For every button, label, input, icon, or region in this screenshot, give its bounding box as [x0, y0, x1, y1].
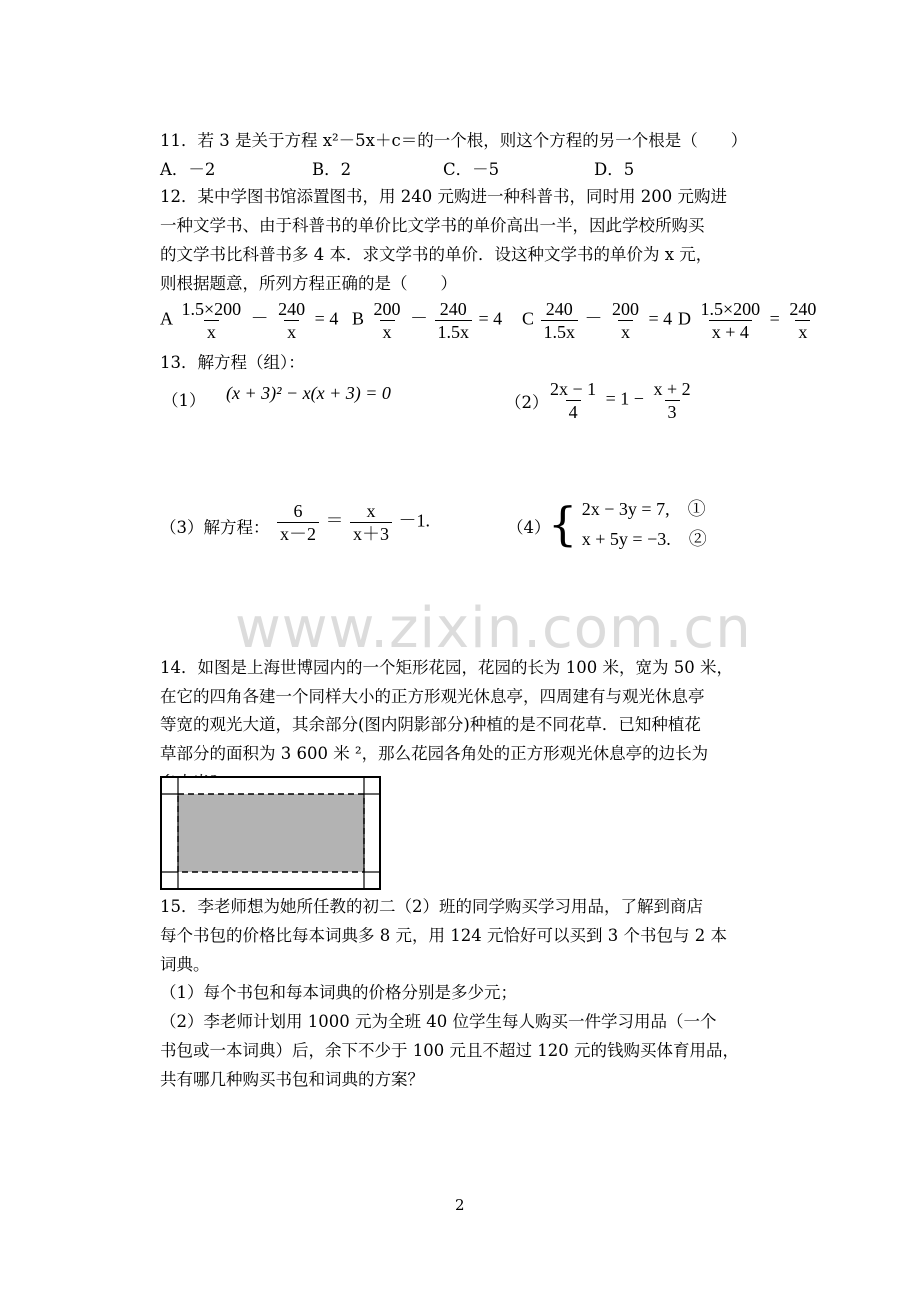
- q14-line-4: 草部分的面积为 3 600 米 ²，那么花园各角处的正方形观光休息亭的边长为: [160, 744, 709, 763]
- page-number: 2: [455, 1196, 465, 1214]
- q13-part-4-system: [548, 494, 707, 554]
- q11-option-a: A．－2: [160, 160, 216, 179]
- brace-icon: {: [548, 497, 578, 551]
- q13-part-3-label: （3）解方程：: [160, 518, 270, 537]
- q15-line-4: （1）每个书包和每本词典的价格分别是多少元；: [160, 983, 517, 1002]
- q13-stem: 13．解方程（组）：: [160, 353, 305, 372]
- q15-line-5: （2）李老师计划用 1000 元为全班 40 位学生每人购买一件学习用品（一个: [160, 1012, 717, 1031]
- q13-part-2-equation: $\frac{2x - 1}{4}$ = 1 − $\frac{x + 2}{3}$: [550, 379, 691, 422]
- q13-part-1-equation: (x + 3)² − x(x + 3) = 0: [226, 383, 391, 403]
- q15-line-2: 每个书包的价格比每本词典多 8 元，用 124 元恰好可以买到 3 个书包与 2 本: [160, 926, 727, 945]
- q14-line-2: 在它的四角各建一个同样大小的正方形观光休息亭，四周建有与观光休息亭: [160, 687, 705, 706]
- q12-line-1: 12．某中学图书馆添置图书，用 240 元购进一种科普书，同时用 200 元购进: [160, 187, 727, 206]
- q15-line-3: 词典。: [160, 955, 210, 974]
- q12-line-4: 则根据题意，所列方程正确的是（ ）: [160, 274, 457, 293]
- q15-line-1: 15．李老师想为她所任教的初二（2）班的同学购买学习用品，了解到商店: [160, 897, 703, 916]
- q13-part-4-label: （4）: [507, 518, 551, 537]
- q15-line-7: 共有哪几种购买书包和词典的方案？: [160, 1070, 424, 1089]
- q12-option-d: D $\frac{1.5\times 200}{x + 4}$ = $\frac{240}{x}$: [678, 299, 817, 342]
- system-equation-1: 2x − 3y = 7, ①: [581, 499, 706, 519]
- q11-option-b: B．2: [312, 160, 352, 179]
- q11-stem: 11．若 3 是关于方程 x²－5x＋c＝的一个根，则这个方程的另一个根是（ ）: [160, 131, 748, 150]
- system-equation-2: x + 5y = −3. ②: [581, 529, 707, 549]
- q12-option-b: B $\frac{200}{x}$ － $\frac{240}{1.5x}$ = 4: [352, 299, 503, 342]
- option-label: C: [522, 308, 535, 329]
- q13-part-2-label: （2）: [505, 393, 549, 412]
- q11-option-c: C．－5: [443, 160, 500, 179]
- q12-option-a: A $\frac{1.5\times 200}{x}$ － $\frac{240}{x}$ = 4: [160, 299, 339, 342]
- option-label: D: [678, 308, 691, 329]
- watermark: www.zixin.com.cn: [235, 596, 752, 661]
- option-label: B: [352, 308, 365, 329]
- q13-part-1-label: （1）: [162, 391, 206, 410]
- q13-part-3-equation: $\frac{6}{x-2}$ ＝ $\frac{x}{x+3}$ －1.: [275, 500, 430, 545]
- q14-line-1: 14．如图是上海世博园内的一个矩形花园，花园的长为 100 米，宽为 50 米，: [160, 658, 733, 677]
- q15-line-6: 书包或一本词典）后，余下不少于 100 元且不超过 120 元的钱购买体育用品，: [160, 1041, 739, 1060]
- q12-line-2: 一种文学书、由于科普书的单价比文学书的单价高出一半，因此学校所购买: [160, 216, 705, 235]
- option-label: A: [160, 308, 173, 329]
- q11-option-d: D．5: [594, 160, 635, 179]
- q12-option-c: C $\frac{240}{1.5x}$ － $\frac{200}{x}$ = 4: [522, 299, 673, 342]
- flower-area: [178, 794, 364, 872]
- garden-diagram: [160, 776, 382, 891]
- q14-line-3: 等宽的观光大道，其余部分(图内阴影部分)种植的是不同花草．已知种植花: [160, 715, 701, 734]
- q12-line-3: 的文学书比科普书多 4 本．求文学书的单价．设这种文学书的单价为 x 元，: [160, 245, 713, 264]
